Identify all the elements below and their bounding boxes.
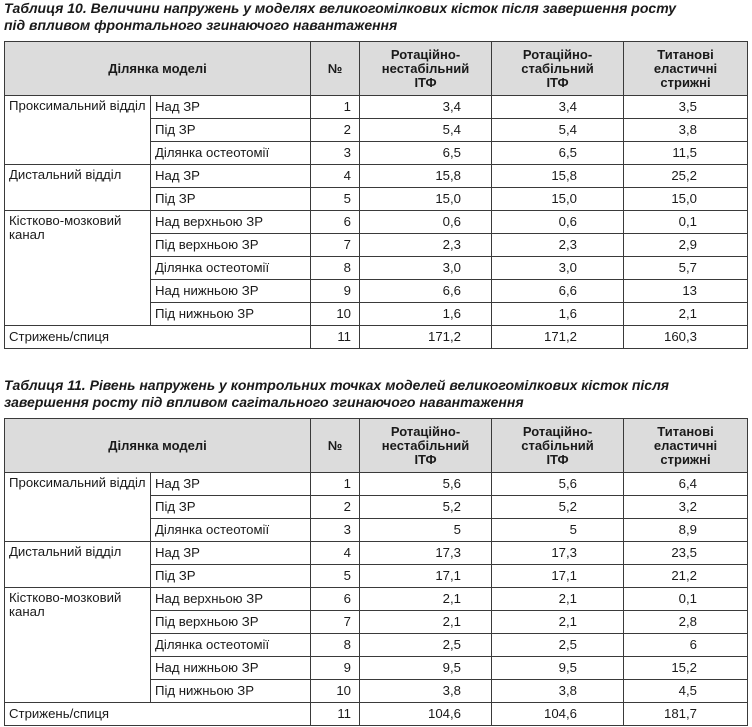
number-cell: 3 bbox=[311, 519, 360, 542]
number-cell: 8 bbox=[311, 257, 360, 280]
number-cell: 1 bbox=[311, 96, 360, 119]
footer-row bbox=[5, 326, 748, 349]
value-titanium-rods: 13 bbox=[624, 280, 748, 303]
header-section: Ділянка моделі bbox=[5, 42, 311, 96]
subsection-cell: Над ЗР bbox=[151, 542, 311, 565]
value-rotational-stable: 3,8 bbox=[492, 680, 624, 703]
group-label: Проксимальний відділ bbox=[5, 473, 151, 542]
value-rotational-unstable: 2,1 bbox=[360, 588, 492, 611]
table-row bbox=[5, 473, 748, 496]
number-cell: 11 bbox=[311, 703, 360, 726]
number-cell: 10 bbox=[311, 303, 360, 326]
value-rotational-stable: 0,6 bbox=[492, 211, 624, 234]
group-label: Кістково-мозковий канал bbox=[5, 588, 151, 703]
number-cell: 11 bbox=[311, 326, 360, 349]
table-row bbox=[5, 211, 748, 234]
value-rotational-unstable: 15,8 bbox=[360, 165, 492, 188]
value-rotational-stable: 6,5 bbox=[492, 142, 624, 165]
number-cell: 5 bbox=[311, 188, 360, 211]
value-titanium-rods: 8,9 bbox=[624, 519, 748, 542]
header-line: Ротаційно- bbox=[390, 423, 461, 439]
value-titanium-rods: 2,8 bbox=[624, 611, 748, 634]
header-col-rotational-unstable bbox=[360, 419, 492, 473]
subsection-cell: Під ЗР bbox=[151, 496, 311, 519]
number-cell: 3 bbox=[311, 142, 360, 165]
header-line: ІТФ bbox=[414, 451, 437, 467]
header-num: № bbox=[311, 42, 360, 96]
value-rotational-stable: 5,2 bbox=[492, 496, 624, 519]
table-11-caption bbox=[4, 377, 748, 411]
value-titanium-rods: 4,5 bbox=[624, 680, 748, 703]
value-titanium-rods: 0,1 bbox=[624, 211, 748, 234]
number-cell: 6 bbox=[311, 211, 360, 234]
value-rotational-stable: 2,3 bbox=[492, 234, 624, 257]
value-rotational-unstable: 3,4 bbox=[360, 96, 492, 119]
subsection-cell: Під нижньою ЗР bbox=[151, 303, 311, 326]
header-line: ІТФ bbox=[414, 74, 437, 90]
group-label: Дистальний відділ bbox=[5, 542, 151, 588]
header-line: еластичні bbox=[653, 437, 718, 453]
value-titanium-rods: 15,2 bbox=[624, 657, 748, 680]
value-titanium-rods: 5,7 bbox=[624, 257, 748, 280]
number-cell: 2 bbox=[311, 119, 360, 142]
value-titanium-rods: 25,2 bbox=[624, 165, 748, 188]
subsection-cell: Ділянка остеотомії bbox=[151, 257, 311, 280]
header-line: стрижні bbox=[660, 74, 711, 90]
header-line: стрижні bbox=[660, 451, 711, 467]
value-titanium-rods: 11,5 bbox=[624, 142, 748, 165]
value-titanium-rods: 6 bbox=[624, 634, 748, 657]
value-rotational-stable: 9,5 bbox=[492, 657, 624, 680]
header-col-titanium-rods bbox=[624, 42, 748, 96]
header-line: стабільний bbox=[521, 437, 594, 453]
value-rotational-stable: 3,0 bbox=[492, 257, 624, 280]
value-titanium-rods: 2,9 bbox=[624, 234, 748, 257]
number-cell: 6 bbox=[311, 588, 360, 611]
value-rotational-unstable: 171,2 bbox=[360, 326, 492, 349]
value-rotational-stable: 6,6 bbox=[492, 280, 624, 303]
value-rotational-unstable: 0,6 bbox=[360, 211, 492, 234]
value-rotational-unstable: 2,3 bbox=[360, 234, 492, 257]
number-cell: 10 bbox=[311, 680, 360, 703]
caption-line-2: завершення росту під впливом сагітального згинаючого навантаження bbox=[4, 394, 524, 410]
value-rotational-stable: 5,6 bbox=[492, 473, 624, 496]
subsection-cell: Під нижньою ЗР bbox=[151, 680, 311, 703]
value-rotational-stable: 2,1 bbox=[492, 588, 624, 611]
value-rotational-unstable: 104,6 bbox=[360, 703, 492, 726]
value-titanium-rods: 3,8 bbox=[624, 119, 748, 142]
table-row bbox=[5, 96, 748, 119]
header-col-titanium-rods bbox=[624, 419, 748, 473]
subsection-cell: Над ЗР bbox=[151, 165, 311, 188]
value-titanium-rods: 3,5 bbox=[624, 96, 748, 119]
number-cell: 7 bbox=[311, 611, 360, 634]
value-rotational-stable: 15,8 bbox=[492, 165, 624, 188]
number-cell: 5 bbox=[311, 565, 360, 588]
value-rotational-unstable: 3,8 bbox=[360, 680, 492, 703]
header-col-rotational-stable bbox=[492, 42, 624, 96]
header-line: Титанові bbox=[657, 423, 714, 439]
group-label: Проксимальний відділ bbox=[5, 96, 151, 165]
number-cell: 9 bbox=[311, 280, 360, 303]
value-rotational-stable: 5,4 bbox=[492, 119, 624, 142]
subsection-cell: Під ЗР bbox=[151, 188, 311, 211]
value-titanium-rods: 23,5 bbox=[624, 542, 748, 565]
subsection-cell: Над верхньою ЗР bbox=[151, 211, 311, 234]
value-rotational-unstable: 2,1 bbox=[360, 611, 492, 634]
number-cell: 1 bbox=[311, 473, 360, 496]
header-line: Ротаційно- bbox=[522, 423, 593, 439]
table-row bbox=[5, 588, 748, 611]
subsection-cell: Над ЗР bbox=[151, 473, 311, 496]
header-col-rotational-unstable bbox=[360, 42, 492, 96]
number-cell: 2 bbox=[311, 496, 360, 519]
header-section: Ділянка моделі bbox=[5, 419, 311, 473]
number-cell: 9 bbox=[311, 657, 360, 680]
table-11 bbox=[4, 418, 748, 726]
value-titanium-rods: 181,7 bbox=[624, 703, 748, 726]
value-rotational-stable: 2,1 bbox=[492, 611, 624, 634]
number-cell: 4 bbox=[311, 165, 360, 188]
header-row bbox=[5, 42, 748, 96]
value-rotational-stable: 2,5 bbox=[492, 634, 624, 657]
subsection-cell: Під ЗР bbox=[151, 119, 311, 142]
value-titanium-rods: 3,2 bbox=[624, 496, 748, 519]
value-rotational-stable: 3,4 bbox=[492, 96, 624, 119]
value-titanium-rods: 21,2 bbox=[624, 565, 748, 588]
header-line: нестабільний bbox=[381, 437, 470, 453]
table-10 bbox=[4, 41, 748, 349]
value-rotational-stable: 104,6 bbox=[492, 703, 624, 726]
value-rotational-unstable: 5,2 bbox=[360, 496, 492, 519]
number-cell: 8 bbox=[311, 634, 360, 657]
number-cell: 7 bbox=[311, 234, 360, 257]
group-label: Дистальний відділ bbox=[5, 165, 151, 211]
subsection-cell: Ділянка остеотомії bbox=[151, 634, 311, 657]
header-line: Ротаційно- bbox=[522, 46, 593, 62]
table-row bbox=[5, 165, 748, 188]
table-row bbox=[5, 542, 748, 565]
subsection-cell: Ділянка остеотомії bbox=[151, 142, 311, 165]
header-row bbox=[5, 419, 748, 473]
value-rotational-stable: 17,1 bbox=[492, 565, 624, 588]
subsection-cell: Під ЗР bbox=[151, 565, 311, 588]
number-cell: 4 bbox=[311, 542, 360, 565]
value-titanium-rods: 15,0 bbox=[624, 188, 748, 211]
value-titanium-rods: 0,1 bbox=[624, 588, 748, 611]
header-line: еластичні bbox=[653, 60, 718, 76]
value-rotational-stable: 17,3 bbox=[492, 542, 624, 565]
value-rotational-unstable: 17,1 bbox=[360, 565, 492, 588]
value-rotational-unstable: 6,6 bbox=[360, 280, 492, 303]
value-rotational-unstable: 6,5 bbox=[360, 142, 492, 165]
header-line: Титанові bbox=[657, 46, 714, 62]
header-num: № bbox=[311, 419, 360, 473]
subsection-cell: Над нижньою ЗР bbox=[151, 657, 311, 680]
value-rotational-stable: 15,0 bbox=[492, 188, 624, 211]
value-rotational-stable: 1,6 bbox=[492, 303, 624, 326]
footer-label: Стрижень/спиця bbox=[5, 703, 311, 726]
header-line: нестабільний bbox=[381, 60, 470, 76]
value-rotational-unstable: 15,0 bbox=[360, 188, 492, 211]
table-10-caption bbox=[4, 0, 748, 34]
subsection-cell: Ділянка остеотомії bbox=[151, 519, 311, 542]
header-line: ІТФ bbox=[546, 451, 569, 467]
value-rotational-unstable: 2,5 bbox=[360, 634, 492, 657]
value-titanium-rods: 2,1 bbox=[624, 303, 748, 326]
value-rotational-unstable: 9,5 bbox=[360, 657, 492, 680]
value-rotational-unstable: 5,4 bbox=[360, 119, 492, 142]
value-titanium-rods: 160,3 bbox=[624, 326, 748, 349]
subsection-cell: Під верхньою ЗР bbox=[151, 234, 311, 257]
footer-row bbox=[5, 703, 748, 726]
header-col-rotational-stable bbox=[492, 419, 624, 473]
header-line: Ротаційно- bbox=[390, 46, 461, 62]
subsection-cell: Над ЗР bbox=[151, 96, 311, 119]
value-rotational-unstable: 1,6 bbox=[360, 303, 492, 326]
value-rotational-unstable: 17,3 bbox=[360, 542, 492, 565]
value-rotational-unstable: 5,6 bbox=[360, 473, 492, 496]
value-rotational-stable: 5 bbox=[492, 519, 624, 542]
subsection-cell: Під верхньою ЗР bbox=[151, 611, 311, 634]
group-label: Кістково-мозковий канал bbox=[5, 211, 151, 326]
header-line: ІТФ bbox=[546, 74, 569, 90]
header-line: стабільний bbox=[521, 60, 594, 76]
value-rotational-unstable: 5 bbox=[360, 519, 492, 542]
value-titanium-rods: 6,4 bbox=[624, 473, 748, 496]
subsection-cell: Над нижньою ЗР bbox=[151, 280, 311, 303]
caption-line-2: під впливом фронтального згинаючого навантаження bbox=[4, 17, 398, 33]
footer-label: Стрижень/спиця bbox=[5, 326, 311, 349]
subsection-cell: Над верхньою ЗР bbox=[151, 588, 311, 611]
caption-line-1: Таблиця 11. Рівень напружень у контрольних точках моделей великогомілкових кісток після bbox=[4, 377, 670, 393]
value-rotational-unstable: 3,0 bbox=[360, 257, 492, 280]
value-rotational-stable: 171,2 bbox=[492, 326, 624, 349]
caption-line-1: Таблиця 10. Величини напружень у моделях великогомілкових кісток після завершення росту bbox=[4, 0, 677, 16]
